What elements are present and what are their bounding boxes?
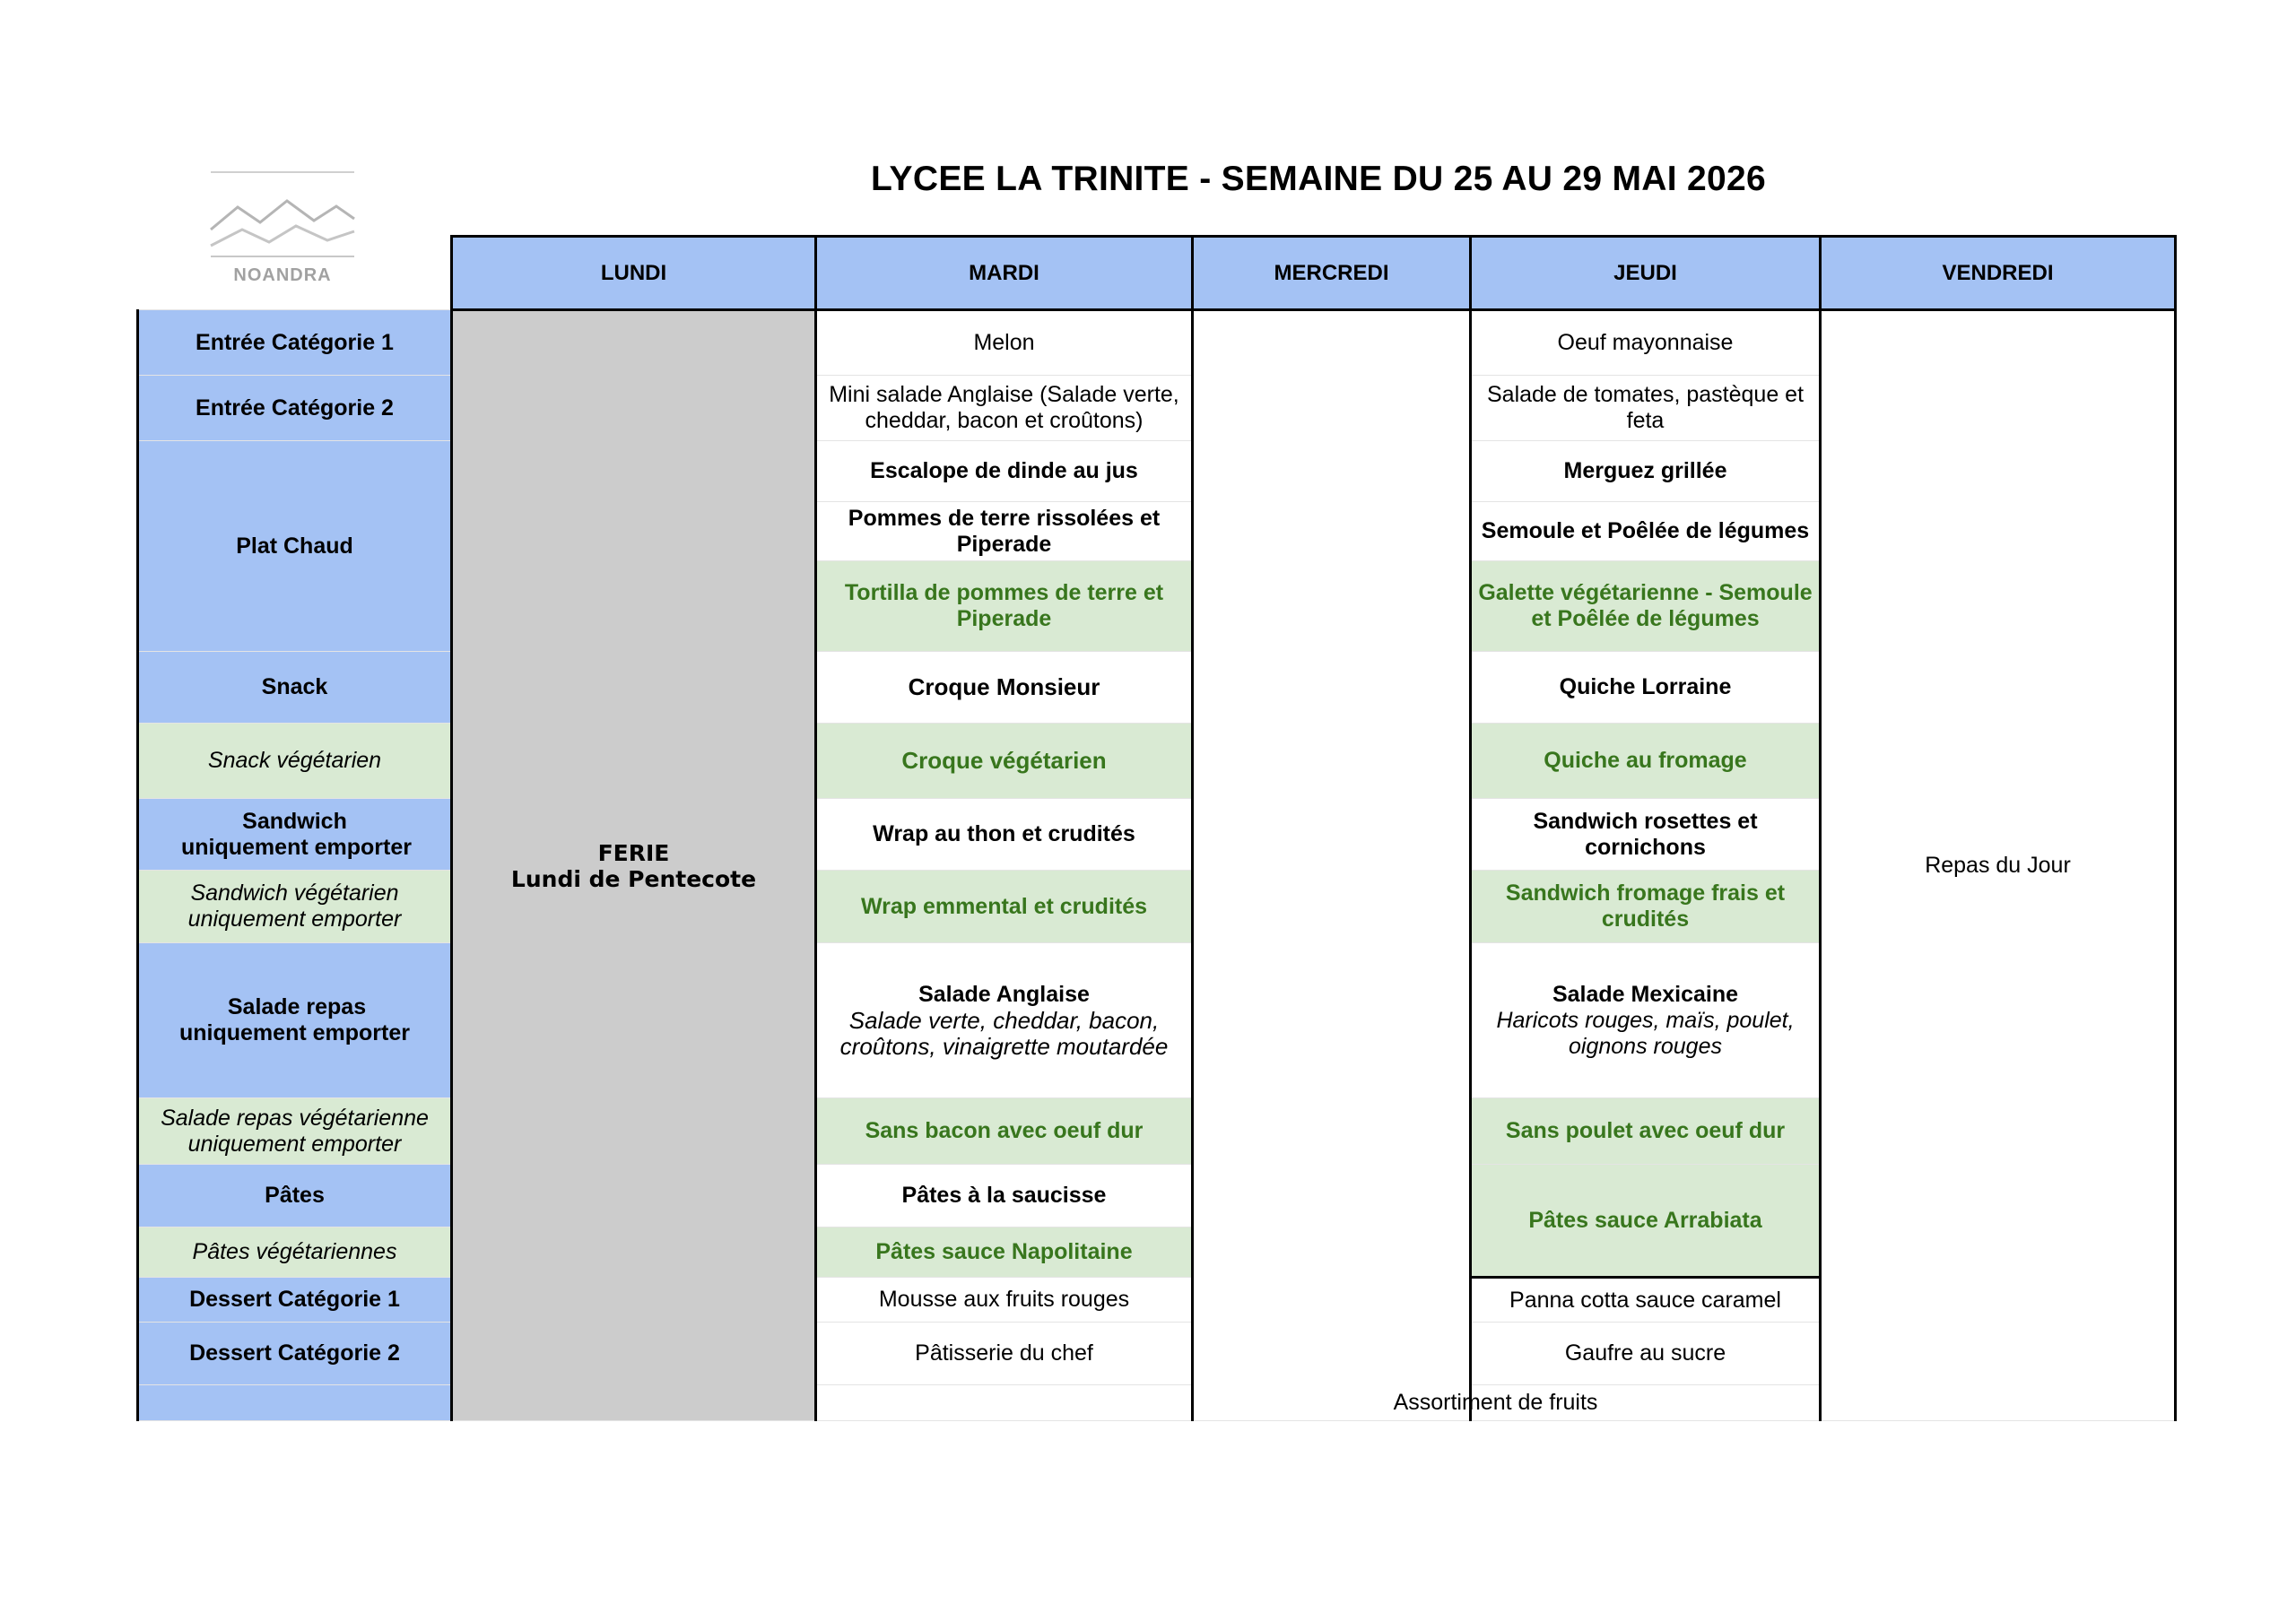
jeudi-entree-2: Salade de tomates, pastèque et feta — [1471, 376, 1821, 441]
label-dessert-2: Dessert Catégorie 2 — [138, 1323, 452, 1385]
header-row — [138, 237, 2176, 310]
jeudi-plat-2: Semoule et Poêlée de légumes — [1471, 502, 1821, 561]
label-sandwich — [138, 799, 452, 871]
label-salade-veg-line2: uniquement emporter — [187, 1131, 402, 1157]
mardi-snack: Croque Monsieur — [816, 652, 1193, 724]
jeudi-salade — [1471, 943, 1821, 1098]
day-header-lundi: LUNDI — [452, 237, 816, 310]
menu-table — [136, 235, 2177, 1421]
label-salade-line2: uniquement emporter — [179, 1020, 410, 1045]
label-sandwich-veg-line1: Sandwich végétarien — [190, 880, 399, 906]
label-dessert-1: Dessert Catégorie 1 — [138, 1278, 452, 1323]
mardi-plat-3: Tortilla de pommes de terre et Piperade — [816, 561, 1193, 652]
jeudi-sandwich-veg: Sandwich fromage frais et crudités — [1471, 871, 1821, 943]
label-salade-veg — [138, 1098, 452, 1165]
mardi-snack-veg: Croque végétarien — [816, 724, 1193, 799]
mardi-salade-title: Salade Anglaise — [918, 981, 1090, 1007]
ferie-title: FERIE — [597, 839, 670, 866]
row-footer — [138, 1385, 2176, 1421]
label-snack-veg: Snack végétarien — [138, 724, 452, 799]
jeudi-snack: Quiche Lorraine — [1471, 652, 1821, 724]
label-sandwich-line2: uniquement emporter — [181, 834, 412, 860]
jeudi-salade-veg: Sans poulet avec oeuf dur — [1471, 1098, 1821, 1165]
label-entree-1: Entrée Catégorie 1 — [138, 310, 452, 376]
mardi-plat-1: Escalope de dinde au jus — [816, 441, 1193, 502]
row-entree-1 — [138, 310, 2176, 376]
mercredi-empty — [1193, 310, 1471, 1421]
logo-text: NOANDRA — [233, 265, 332, 285]
label-salade-veg-line1: Salade repas végétarienne — [161, 1105, 429, 1131]
jeudi-dessert-1: Panna cotta sauce caramel — [1471, 1278, 1821, 1323]
day-header-jeudi: JEUDI — [1471, 237, 1821, 310]
day-header-mercredi: MERCREDI — [1193, 237, 1471, 310]
mardi-pates-veg: Pâtes sauce Napolitaine — [816, 1227, 1193, 1278]
ferie-cell — [452, 310, 816, 1421]
mardi-sandwich: Wrap au thon et crudités — [816, 799, 1193, 871]
footer-fruits: Assortiment de fruits — [816, 1385, 2176, 1421]
label-entree-2: Entrée Catégorie 2 — [138, 376, 452, 441]
mardi-pates: Pâtes à la saucisse — [816, 1165, 1193, 1227]
page-title: LYCEE LA TRINITE - SEMAINE DU 25 AU 29 MAI 2026 — [871, 160, 1766, 198]
mardi-entree-2: Mini salade Anglaise (Salade verte, cheddar, bacon et croûtons) — [816, 376, 1193, 441]
day-header-mardi: MARDI — [816, 237, 1193, 310]
jeudi-snack-veg: Quiche au fromage — [1471, 724, 1821, 799]
footer-label-cell — [138, 1385, 452, 1421]
day-header-vendredi: VENDREDI — [1821, 237, 2176, 310]
jeudi-plat-1: Merguez grillée — [1471, 441, 1821, 502]
ferie-subtitle: Lundi de Pentecote — [510, 865, 757, 892]
jeudi-sandwich: Sandwich rosettes et cornichons — [1471, 799, 1821, 871]
label-plat-chaud: Plat Chaud — [138, 441, 452, 652]
mardi-salade — [816, 943, 1193, 1098]
mardi-dessert-1: Mousse aux fruits rouges — [816, 1278, 1193, 1323]
label-sandwich-veg — [138, 871, 452, 943]
mardi-salade-desc: Salade verte, cheddar, bacon, croûtons, vinaigrette moutardée — [839, 1006, 1169, 1060]
label-sandwich-line1: Sandwich — [242, 808, 347, 834]
label-sandwich-veg-line2: uniquement emporter — [187, 906, 402, 932]
vendredi-repas: Repas du Jour — [1821, 310, 2176, 1421]
jeudi-pates: Pâtes sauce Arrabiata — [1471, 1165, 1821, 1278]
label-salade — [138, 943, 452, 1098]
label-pates-veg: Pâtes végétariennes — [138, 1227, 452, 1278]
label-pates: Pâtes — [138, 1165, 452, 1227]
jeudi-salade-desc: Haricots rouges, maïs, poulet, oignons rouges — [1496, 1007, 1795, 1059]
jeudi-plat-3: Galette végétarienne - Semoule et Poêlée de légumes — [1471, 561, 1821, 652]
mardi-dessert-2: Pâtisserie du chef — [816, 1323, 1193, 1385]
label-salade-line1: Salade repas — [227, 994, 367, 1019]
mardi-sandwich-veg: Wrap emmental et crudités — [816, 871, 1193, 943]
mardi-plat-2: Pommes de terre rissolées et Piperade — [816, 502, 1193, 561]
label-snack: Snack — [138, 652, 452, 724]
jeudi-dessert-2: Gaufre au sucre — [1471, 1323, 1821, 1385]
mardi-entree-1: Melon — [816, 310, 1193, 376]
jeudi-salade-title: Salade Mexicaine — [1552, 981, 1739, 1007]
jeudi-entree-1: Oeuf mayonnaise — [1471, 310, 1821, 376]
corner-cell — [138, 237, 452, 310]
mardi-salade-veg: Sans bacon avec oeuf dur — [816, 1098, 1193, 1165]
